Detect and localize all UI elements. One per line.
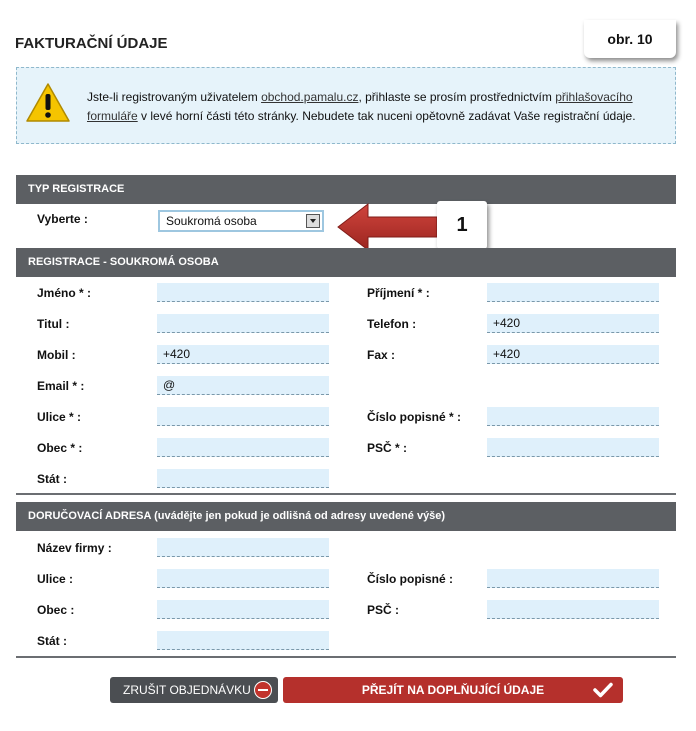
phone-field[interactable] [487,314,659,333]
delivery-house-number-field[interactable] [487,569,659,588]
delivery-country-field[interactable] [157,631,329,650]
delivery-street-field[interactable] [157,569,329,588]
email-field[interactable] [157,376,329,395]
login-notice [16,67,676,144]
delivery-city-label: Obec : [37,603,75,617]
cancel-order-button[interactable] [110,677,278,703]
phone-label: Telefon : [367,317,417,331]
cancel-order-label: ZRUŠIT OBJEDNÁVKU [123,683,251,697]
company-label: Název firmy : [37,541,112,555]
pointer-arrow-icon [334,200,439,254]
company-field[interactable] [157,538,329,557]
title-field[interactable] [157,314,329,333]
street-label: Ulice * : [37,410,82,424]
house-number-field[interactable] [487,407,659,426]
next-step-label: PŘEJÍT NA DOPLŇUJÍCÍ ÚDAJE [361,683,545,697]
personal-section-header: REGISTRACE - SOUKROMÁ OSOBA [16,248,676,277]
delivery-section-title: DORUČOVACÍ ADRESA [28,510,152,522]
delivery-zip-field[interactable] [487,600,659,619]
registration-type-header: TYP REGISTRACE [16,175,676,204]
mobile-label: Mobil : [37,348,76,362]
last-name-field[interactable] [487,283,659,302]
registration-type-select[interactable] [158,210,324,232]
warning-icon [25,82,71,124]
first-name-label: Jméno * : [37,286,92,300]
delivery-country-label: Stát : [37,634,67,648]
zip-field[interactable] [487,438,659,457]
registration-type-value: Soukromá osoba [166,214,257,228]
page-title: FAKTURAČNÍ ÚDAJE [15,35,168,52]
delivery-section-header [16,502,676,531]
delivery-city-field[interactable] [157,600,329,619]
country-field[interactable] [157,469,329,488]
next-step-button[interactable] [283,677,623,703]
delivery-house-number-label: Číslo popisné : [367,572,454,586]
zip-label: PSČ * : [367,441,408,455]
fax-field[interactable] [487,345,659,364]
street-field[interactable] [157,407,329,426]
site-link[interactable]: obchod.pamalu.cz [261,90,359,104]
city-label: Obec * : [37,441,83,455]
checkmark-icon [593,682,613,698]
city-field[interactable] [157,438,329,457]
country-label: Stát : [37,472,67,486]
title-label: Titul : [37,317,70,331]
login-form-link[interactable]: přihlašovacího formuláře [87,90,633,123]
section-divider [16,493,676,495]
delivery-street-label: Ulice : [37,572,74,586]
fax-label: Fax : [367,348,396,362]
last-name-label: Příjmení * : [367,286,430,300]
notice-text: Jste-li registrovaným uživatelem obchod.pamalu.cz, přihlaste se prosím prostřednictvím přihlašovacího formuláře v levé horní části této stránky. Nebudete tak nuceni opětovně zadávat Vaše registrační údaje. [87,90,636,123]
delivery-section-note: (uvádějte jen pokud je odlišná od adresy uvedené výše) [151,510,446,522]
registration-type-label: Vyberte : [37,212,88,226]
delivery-zip-label: PSČ : [367,603,400,617]
mobile-field[interactable] [157,345,329,364]
first-name-field[interactable] [157,283,329,302]
figure-badge: obr. 10 [584,20,676,58]
step-badge: 1 [437,201,487,249]
email-label: Email * : [37,379,85,393]
minus-circle-icon [254,681,272,699]
chevron-down-icon[interactable] [306,214,320,228]
section-divider [16,656,676,658]
house-number-label: Číslo popisné * : [367,410,462,424]
